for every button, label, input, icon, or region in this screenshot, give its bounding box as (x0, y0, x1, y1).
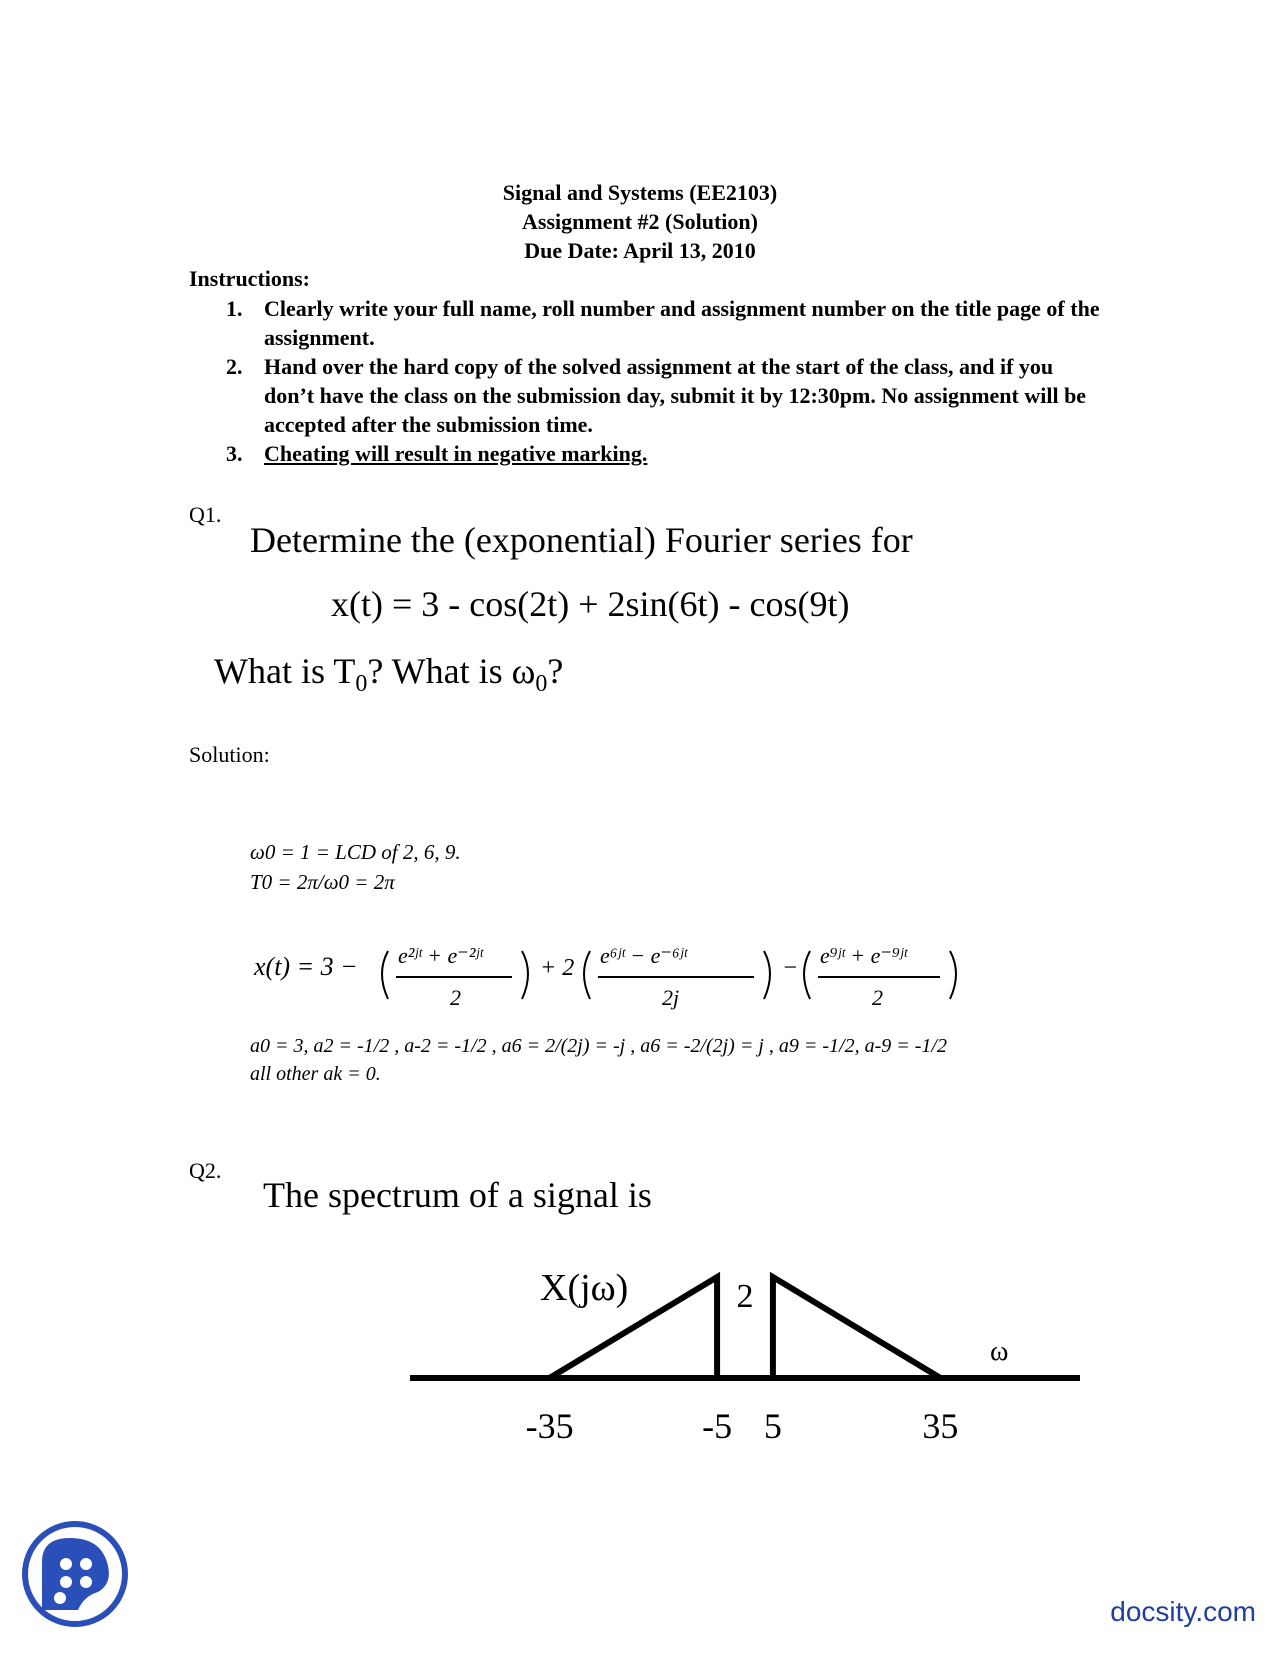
logo-dot (60, 1558, 72, 1570)
instruction-number: 2. (226, 354, 243, 379)
term3-denominator: 2 (872, 985, 883, 1010)
q1-question-part: ? What is ω (367, 651, 536, 691)
expansion-plus-two: + 2 (540, 955, 575, 981)
paren-left (804, 951, 810, 999)
q1-question-part: What is T (214, 651, 356, 691)
paren-right (764, 951, 770, 999)
instruction-number: 3. (226, 441, 243, 466)
paren-left (382, 951, 388, 999)
q1-label: Q1. (189, 502, 222, 527)
logo-dot (60, 1576, 72, 1588)
expansion-lhs: x(t) = 3 − (254, 952, 358, 981)
course-title: Signal and Systems (EE2103) (502, 180, 778, 205)
term1-denominator: 2 (450, 985, 461, 1010)
spectrum-chart (0, 1240, 1280, 1460)
q2-prompt: The spectrum of a signal is (263, 1175, 652, 1215)
handwritten-expansion (250, 925, 1050, 1015)
assignment-title: Assignment #2 (Solution) (522, 209, 758, 234)
tick-label: 35 (922, 1406, 959, 1446)
term2-numerator: e⁶ʲᵗ − e⁻⁶ʲᵗ (600, 943, 687, 968)
q1-equation: x(t) = 3 - cos(2t) + 2sin(6t) - cos(9t) (331, 584, 850, 624)
expansion-minus: − (782, 955, 799, 981)
instruction-item (226, 439, 1106, 468)
instruction-text: Clearly write your full name, roll number and assignment number on the title page of the assignment. (264, 296, 1100, 350)
tick-label: -5 (702, 1406, 733, 1446)
paren-right (522, 951, 528, 999)
subscript-zero: 0 (535, 671, 548, 698)
tick-label: 5 (763, 1406, 782, 1446)
instruction-number: 1. (226, 296, 243, 321)
term3-numerator: e⁹ʲᵗ + e⁻⁹ʲᵗ (820, 943, 907, 968)
coefficients-line: a0 = 3, a2 = -1/2 , a-2 = -1/2 , a6 = 2/(2j) = -j , a6 = -2/(2j) = j , a9 = -1/2, a-9 = -1/2 (250, 1035, 947, 1057)
instruction-item (226, 294, 1106, 352)
logo-dot (80, 1558, 92, 1570)
q2-label: Q2. (189, 1158, 222, 1183)
instructions-list (226, 294, 1106, 468)
logo-dot (80, 1576, 92, 1588)
other-coefficients-line: all other ak = 0. (250, 1063, 381, 1085)
docsity-logo (20, 1518, 130, 1630)
omega0-line: ω0 = 1 = LCD of 2, 6, 9. (250, 840, 461, 864)
logo-dot (54, 1592, 66, 1604)
paren-right (950, 951, 956, 999)
instructions-heading: Instructions: (189, 266, 311, 291)
solution-label: Solution: (189, 742, 270, 767)
due-date: Due Date: April 13, 2010 (524, 238, 756, 263)
chart-x-label: ω (990, 1336, 1009, 1367)
paren-left (584, 951, 590, 999)
tick-label: -35 (525, 1406, 574, 1446)
q1-prompt: Determine the (exponential) Fourier series for (250, 520, 913, 560)
term2-denominator: 2j (662, 985, 680, 1010)
instruction-text: Cheating will result in negative marking. (264, 441, 648, 466)
q1-question (214, 650, 563, 698)
q1-question-part: ? (547, 651, 564, 691)
chart-y-label: X(jω) (540, 1267, 629, 1309)
logo-shape (42, 1538, 109, 1610)
t0-line: T0 = 2π/ω0 = 2π (250, 870, 395, 894)
term1-numerator: e²ʲᵗ + e⁻²ʲᵗ (398, 943, 483, 968)
subscript-zero: 0 (355, 671, 368, 698)
document-header (0, 178, 1280, 265)
instruction-text: Hand over the hard copy of the solved assignment at the start of the class, and if you don’t have the class on the submission day, submit it by 12:30pm. No assignment will be accepted after the submission time. (264, 354, 1087, 437)
peak-annotation: 2 (736, 1278, 754, 1315)
docsity-brand[interactable]: docsity.com (1110, 1596, 1256, 1627)
instruction-item (226, 352, 1106, 439)
